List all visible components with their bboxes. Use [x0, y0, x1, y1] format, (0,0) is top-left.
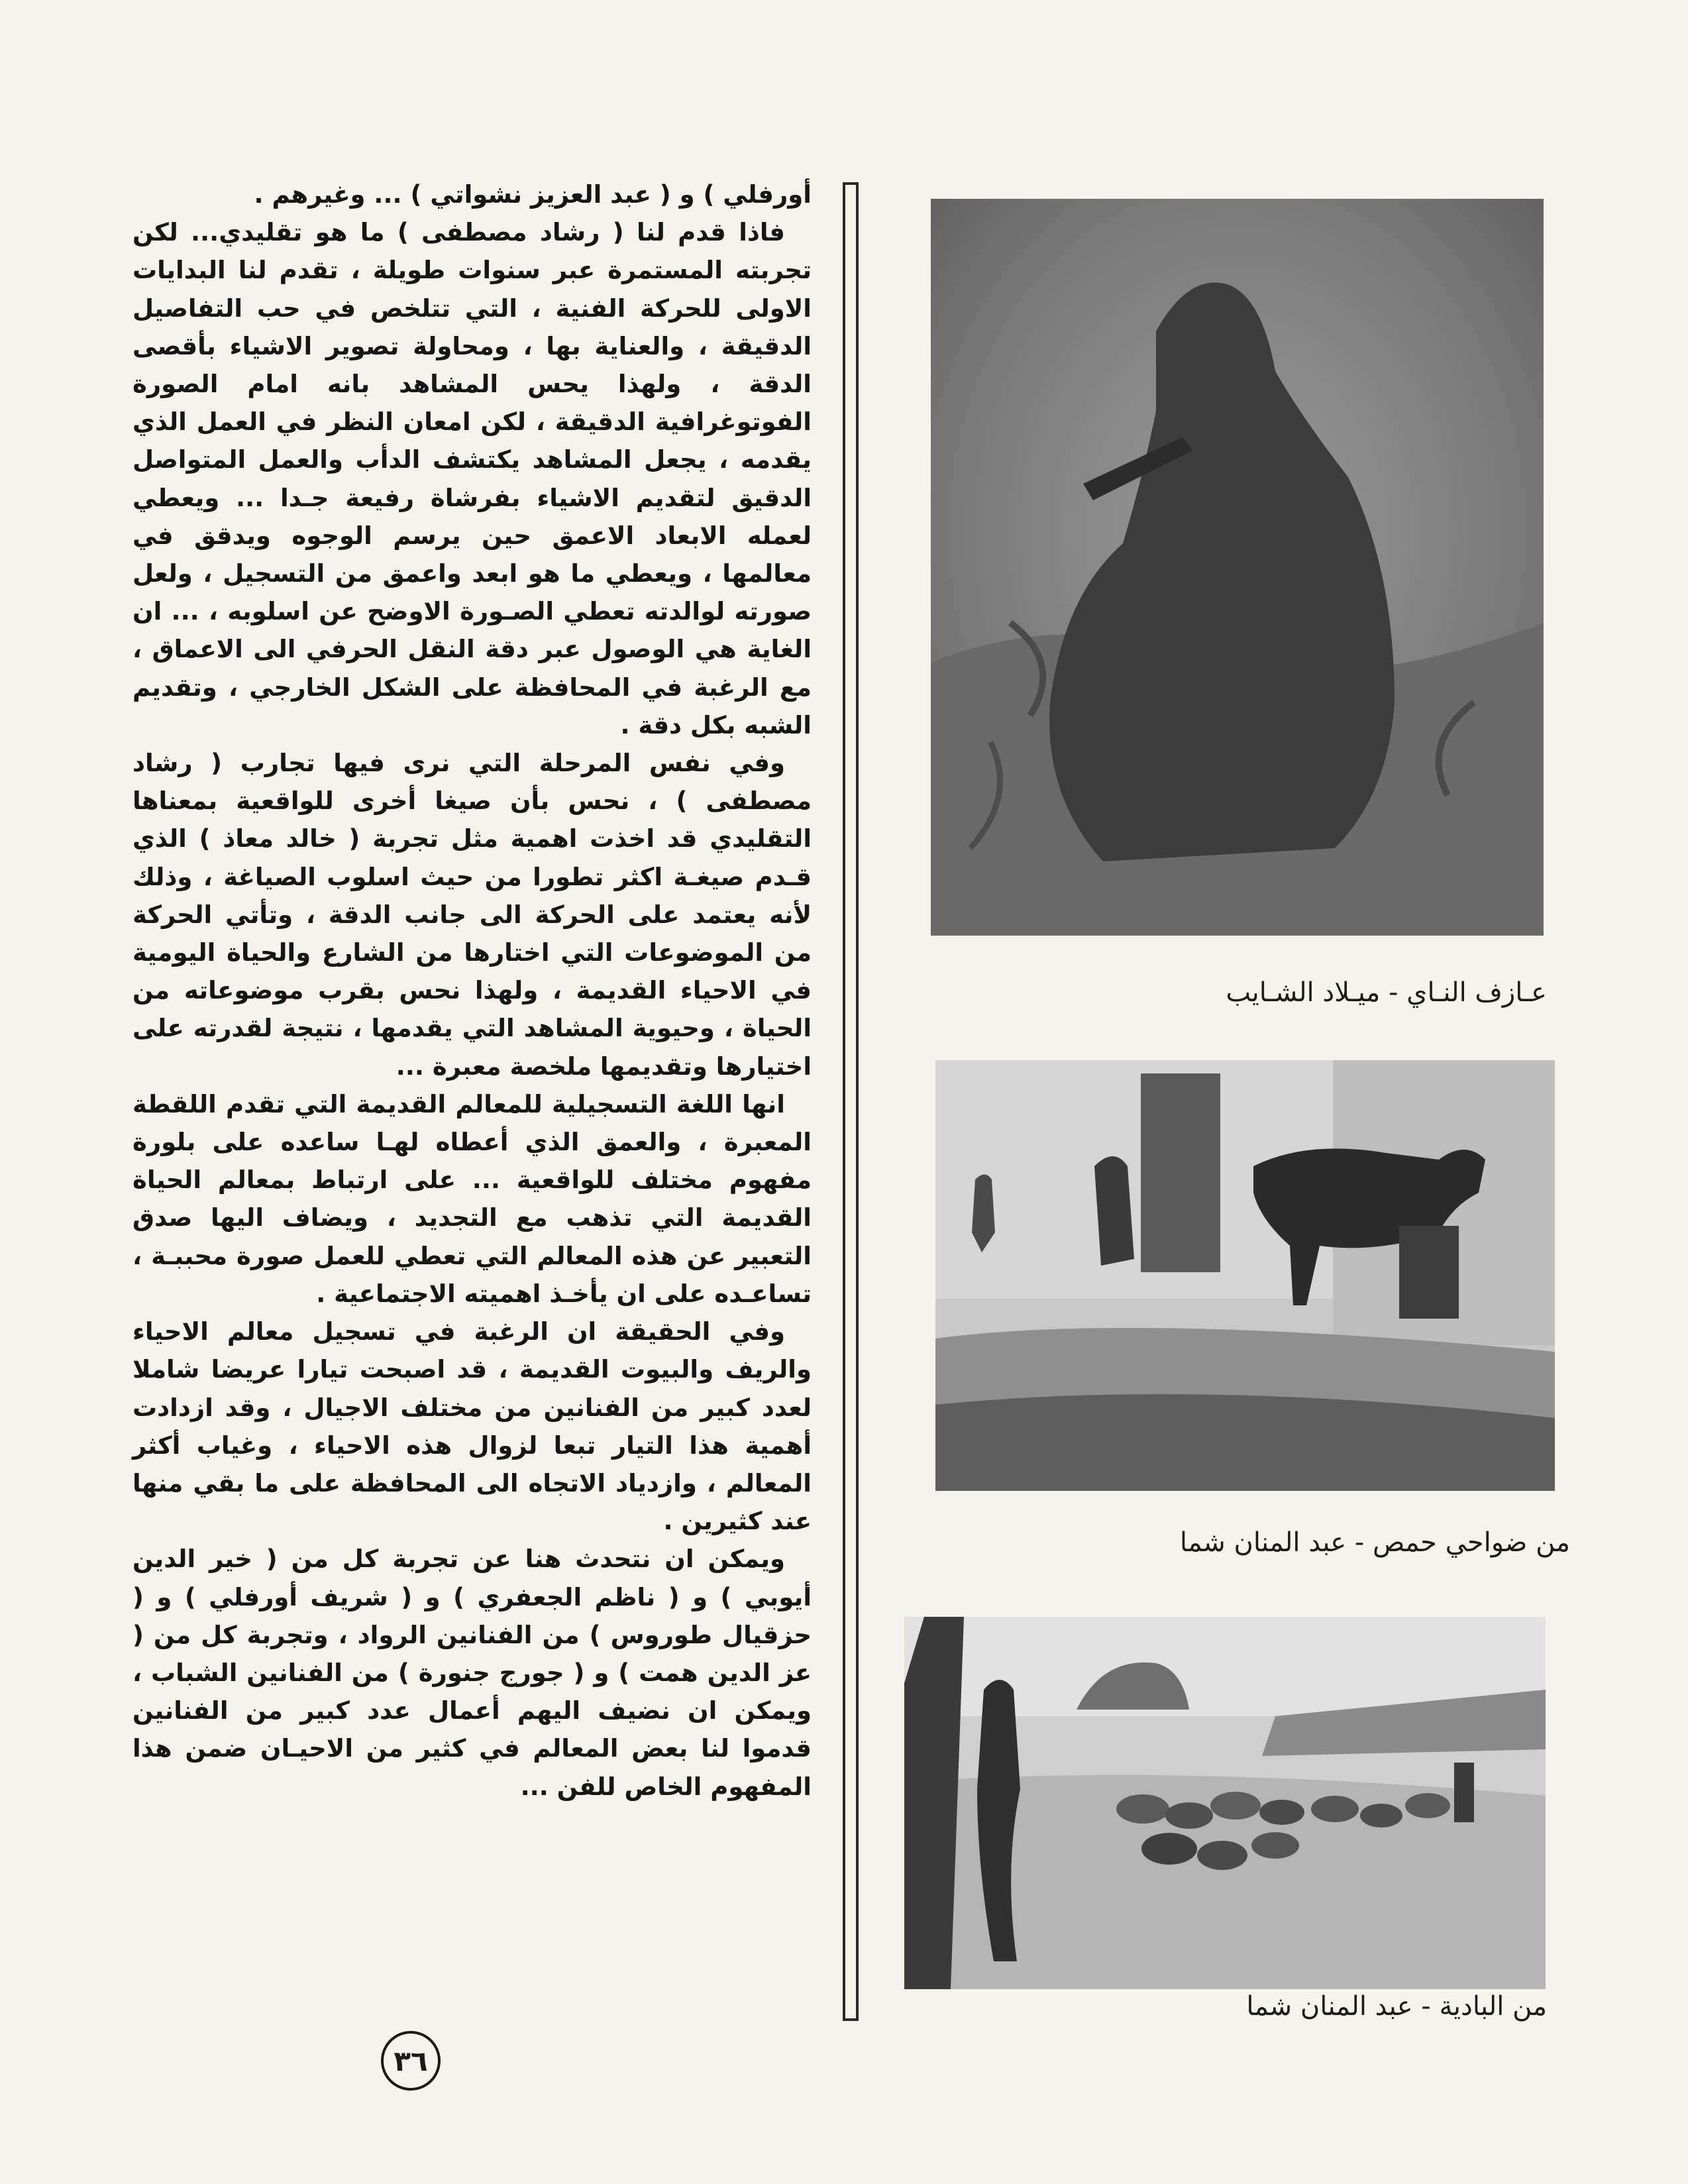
article-text-column — [132, 176, 812, 2051]
page-number-badge: ٣٦ — [381, 2031, 441, 2091]
figure-2-caption: من ضواحي حمص - عبد المنان شما — [1179, 1527, 1570, 1558]
article-paragraph-5: وفي الحقيقة ان الرغبة في تسجيل معالم الاحياء والريف والبيوت القديمة ، قد اصبحت تيارا عريضا شاملا لعدد كبير من الفنانين من مختلف الاجيال ، وقد ازدادت أهمية هذا التيار تبعا لزوال هذه الاحياء ، وغياب أكثر المعالم ، وازدياد الاتجاه الى المحافظة على ما بقي منها عند كثيرين . — [132, 1317, 812, 1536]
painting-homs-outskirts-image — [935, 1060, 1555, 1491]
article-paragraph-2: فاذا قدم لنا ( رشاد مصطفى ) ما هو تقليدي... لكن تجربته المستمرة عبر سنوات طويلة ، تقدم لنا البدايات الاولى للحركة الفنية ، التي تتلخص في حب التفاصيل الدقيقة ، والعناية بها ، ومحاولة تصوير الاشياء بأقصى الدقة ، ولهذا يحس المشاهد بانه امام الصورة الفوتوغرافية الدقيقة ، لكن امعان النظر في العمل الذي يقدمه ، يجعل المشاهد يكتشف الدأب والعمل المتواصل الدقيق لتقديم الاشياء بفرشاة رفيعة جـدا ... ويعطي لعمله الابعاد الاعمق حين يرسم الوجوه ويدقق في معالمها ، ويعطي ما هو ابعد واعمق من التسجيل ، ولعل صورته لوالدته تعطي الصـورة الاوضح عن اسلوبه ، ... ان الغاية هي الوصول عبر دقة النقل الحرفي الى الاعماق ، مع الرغبة في المحافظة على الشكل الخارجي ، وتقديم الشبه بكل دقة . — [132, 218, 812, 739]
article-paragraph-1: أورفلي ) و ( عبد العزيز نشواتي ) ... وغيرهم . — [254, 180, 812, 209]
article-paragraph-6: ويمكن ان نتحدث هنا عن تجربة كل من ( خير الدين أيوبي ) و ( ناظم الجعفري ) و ( شريف أورفلي ) و ( حزقيال طوروس ) من الفنانين الرواد ، وتجربة كل من ( عز الدين همت ) و ( جورج جنورة ) من الفنانين الشباب ، ويمكن ان نضيف اليهم أعمال عدد كبير من الفنانين قدموا لنا بعض المعالم في كثير من الاحيـان ضمن هذا المفهوم الخاص للفن ... — [132, 1545, 812, 1801]
painting-flute-player-image — [931, 199, 1544, 936]
column-divider-frame — [843, 182, 859, 2021]
figure-3-caption: من البادية - عبد المنان شما — [1246, 1991, 1547, 2022]
article-paragraph-4: انها اللغة التسجيلية للمعالم القديمة التي تقدم اللقطة المعبرة ، والعمق الذي أعطاه لهـا ساعده على بلورة مفهوم مختلف للواقعية ... على ارتباط بمعالم الحياة القديمة التي تذهب مع التجديد ، ويضاف اليها صدق التعبير عن هذه المعالم التي تعطي للعمل صورة محببـة ، تساعـده على ان يأخـذ اهميته الاجتماعية . — [132, 1089, 812, 1308]
article-paragraph-3: وفي نفس المرحلة التي نرى فيها تجارب ( رشاد مصطفى ) ، نحس بأن صيغا أخرى للواقعية بمعناها التقليدي قد اخذت اهمية مثل تجربة ( خالد معاذ ) الذي قـدم صيغـة اكثر تطورا من حيث اسلوب الصياغة ، وذلك لأنه يعتمد على الحركة الى جانب الدقة ، وتأتي الحركة من الموضوعات التي اختارها من الشارع والحياة اليومية في الاحياء القديمة ، ولهذا نحس بقرب موضوعاته من الحياة ، وحيوية المشاهد التي يقدمها ، نتيجة لقدرته على اختيارها وتقديمها ملخصة معبرة ... — [132, 749, 812, 1081]
figure-1-caption: عـازف النـاي - ميـلاد الشـايب — [1226, 977, 1547, 1008]
painting-desert-image — [904, 1617, 1546, 1989]
